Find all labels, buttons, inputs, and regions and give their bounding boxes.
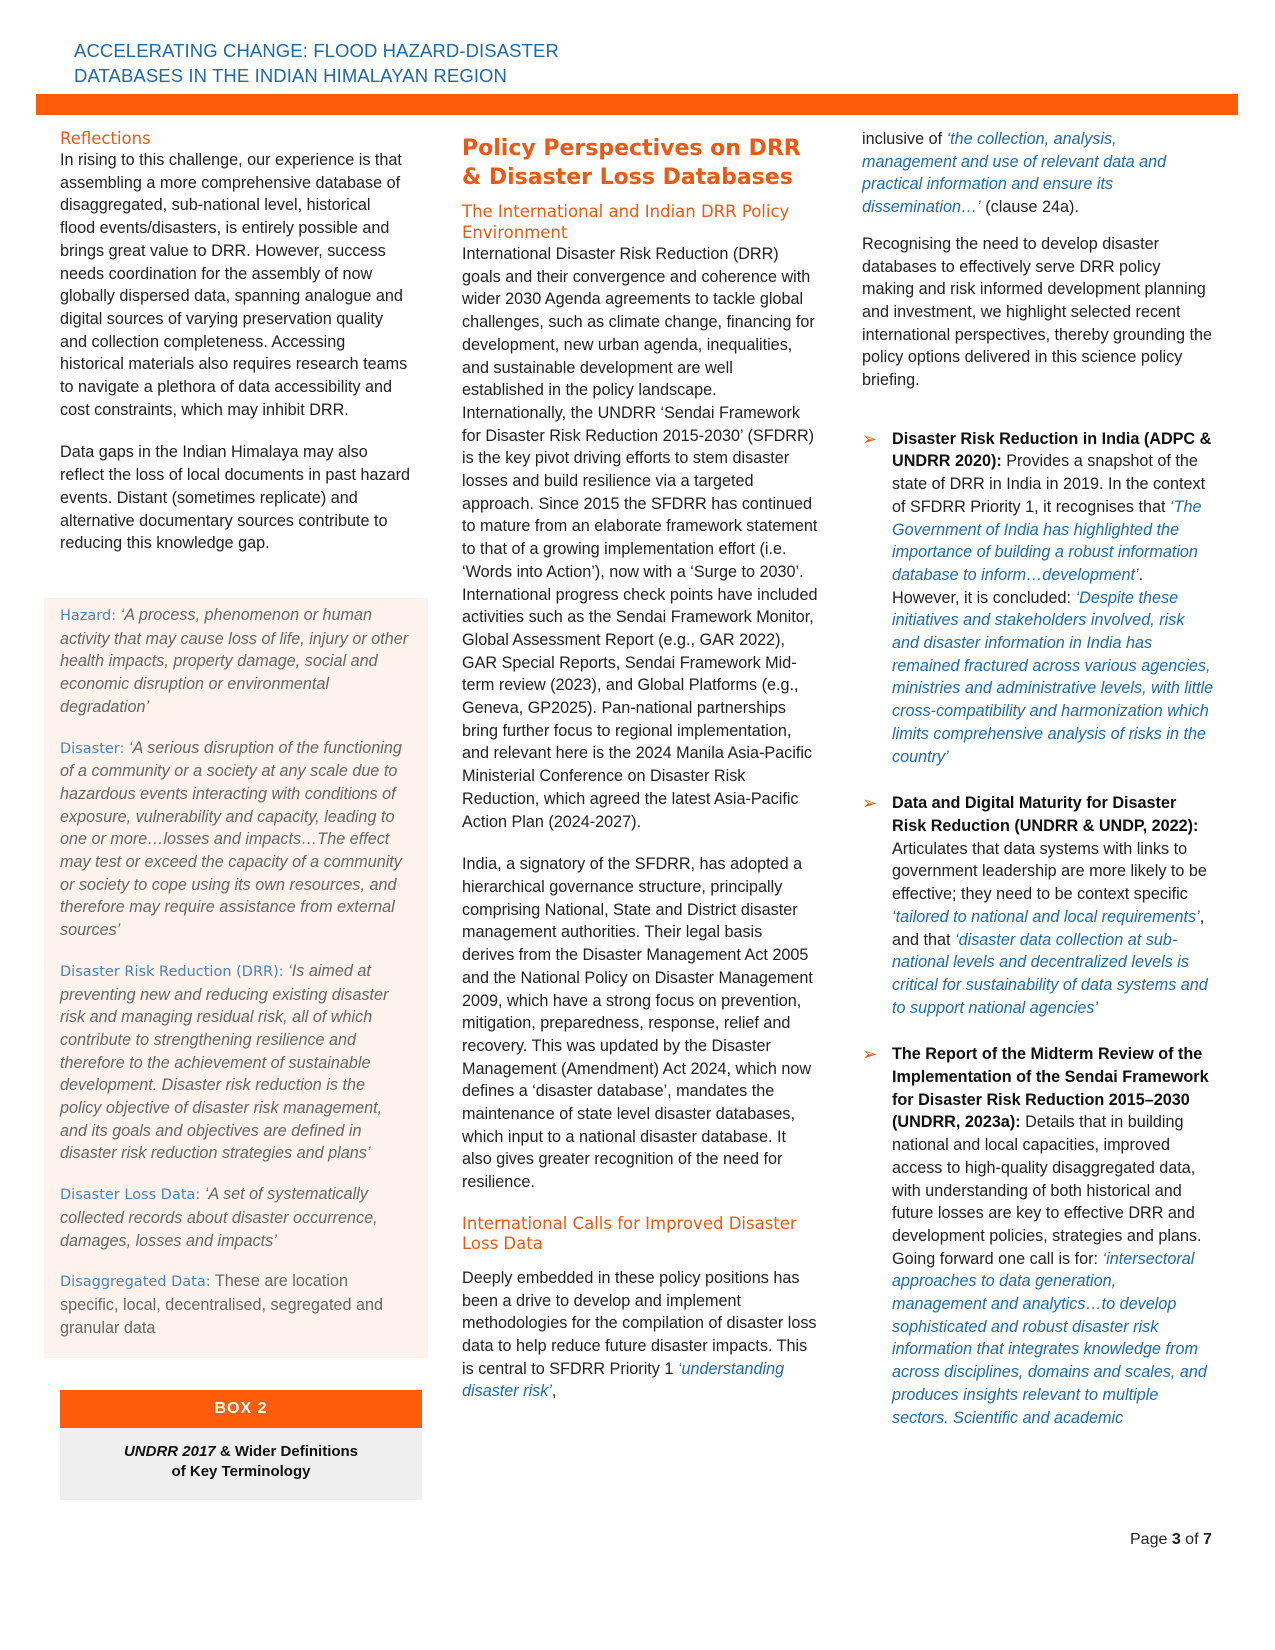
definition-disaggregated-data xyxy=(60,1270,410,1339)
page-number xyxy=(1130,1531,1212,1549)
perspective-bullet-data-maturity xyxy=(862,792,1214,1019)
quote-text: ‘understanding disaster risk’ xyxy=(462,1359,785,1401)
definition-disaster-loss-data xyxy=(60,1183,410,1252)
definition-term: Disaggregated Data: xyxy=(60,1274,211,1291)
definition-term: Disaster Loss Data: xyxy=(60,1187,201,1204)
continued-paragraph xyxy=(862,128,1214,219)
quote-text: ‘Despite these initiatives and stakeholders involved, risk and disaster information in India has remained fractured across various agencies, ministries and administrative levels, with little cross-compatibility and harmonization which limits comprehensive analysis of risks in the country’ xyxy=(892,588,1214,766)
definition-drr xyxy=(60,960,410,1165)
current-page: 3 xyxy=(1171,1531,1181,1548)
bullet-text: Provides a snapshot of the state of DRR in India in 2019. In the context of SFDRR Priority 1, it recognises that xyxy=(892,452,1206,516)
right-column xyxy=(862,128,1214,1453)
quote-text: ‘disaster data collection at sub-national levels and decentralized levels is critical for sustainability of data systems and to support national agencies’ xyxy=(892,930,1208,1017)
paragraph-text: Deeply embedded in these policy positions has been a drive to develop and implement methodologies for the compilation of disaster loss data to help reduce future disaster impacts. This is central to SFDRR Priority 1 xyxy=(462,1268,817,1378)
document-header xyxy=(74,38,874,88)
policy-paragraph-3 xyxy=(462,1267,818,1403)
perspective-bullet-drr-india xyxy=(862,428,1214,769)
paragraph-text: , xyxy=(551,1382,557,1401)
arrow-icon: ➢ xyxy=(862,1044,878,1065)
arrow-icon: ➢ xyxy=(862,793,878,814)
definition-term: Disaster Risk Reduction (DRR): xyxy=(60,963,284,980)
definition-disaster xyxy=(60,737,410,942)
total-pages: 7 xyxy=(1202,1531,1212,1548)
box-label: BOX 2 xyxy=(60,1390,422,1428)
of-label: of xyxy=(1180,1531,1203,1548)
definition-text: These are location specific, local, decentralised, segregated and granular data xyxy=(60,1272,384,1337)
definition-hazard xyxy=(60,604,410,719)
policy-paragraph-1: International Disaster Risk Reduction (DRR) goals and their convergence and coherence with wider 2030 Agenda agreements to tackle global challenges, such as climate change, financing for development, new urban agenda, inequalities, and sustainable development are well established in the policy landscape. Internationally, the UNDRR ‘Sendai Framework for Disaster Risk Reduction 2015-2030’ (SFDRR) is the key pivot driving efforts to stem disaster losses and build resilience via a targeted approach. Since 2015 the SFDRR has continued to mature from an elaborate framework statement to that of a growing implementation effort (i.e. ‘Words into Action’), now with a ‘Surge to 2030’. International progress check points have included activities such as the Sendai Framework Monitor, Global Assessment Report (e.g., GAR 2022), GAR Special Reports, Sendai Framework Mid-term review (2023), and Global Platforms (e.g., Geneva, GP2025). Pan-national partnerships bring further focus to regional implementation, and relevant here is the 2024 Manila Asia-Pacific Ministerial Conference on Disaster Risk Reduction, which agreed the latest Asia-Pacific Action Plan (2024-2027). xyxy=(462,245,818,831)
quote-text: ‘The Government of India has highlighted the importance of building a robust information database to inform…development’ xyxy=(892,497,1202,584)
section-heading: Policy Perspectives on DRR & Disaster Loss Databases xyxy=(462,136,801,190)
bullet-text: Details that in building national and local capacities, improved access to high-quality disaggregated data, with understanding of both historical and future losses are key to effective DRR and development policies, strategies and plans. Going forward one call is for: xyxy=(892,1113,1202,1268)
bullet-text: , and that xyxy=(892,907,1205,949)
bullet-title: Data and Digital Maturity for Disaster Risk Reduction (UNDRR & UNDP, 2022): xyxy=(892,794,1199,835)
bullet-title: The Report of the Midterm Review of the Implementation of the Sendai Framework for Disaster Risk Reduction 2015–2030 (UNDRR, 2023a): xyxy=(892,1045,1209,1132)
box-caption-line-2: of Key Terminology xyxy=(171,1463,311,1480)
header-divider-bar xyxy=(36,94,1238,115)
paragraph-text: inclusive of xyxy=(862,130,947,148)
recognising-paragraph: Recognising the need to develop disaster databases to effectively serve DRR policy making and risk informed development planning and investment, we highlight selected recent international perspectives, thereby grounding the policy options delivered in this science policy briefing. xyxy=(862,234,1213,390)
definition-text: ‘A process, phenomenon or human activity that may cause loss of life, injury or other health impacts, property damage, social and economic disruption or environmental degradation’ xyxy=(60,606,409,716)
page-label: Page xyxy=(1130,1531,1172,1548)
definition-text: ‘Is aimed at preventing new and reducing existing disaster risk and managing residual risk, all of which contribute to strengthening resilience and therefore to the achievement of sustainable development. Disaster risk reduction is the policy objective of disaster risk management, and its goals and objectives are defined in disaster risk reduction strategies and plans’ xyxy=(60,961,389,1163)
subsection-heading-international-calls: International Calls for Improved Disaster Loss Data xyxy=(462,1213,797,1254)
perspective-bullet-midterm-review xyxy=(862,1043,1214,1429)
reflections-heading: Reflections xyxy=(60,129,151,148)
definition-text: ‘A set of systematically collected records about disaster occurrence, damages, losses and impacts’ xyxy=(60,1185,378,1250)
definition-term: Disaster: xyxy=(60,740,125,757)
policy-paragraph-2: India, a signatory of the SFDRR, has adopted a hierarchical governance structure, principally comprising National, State and District disaster management authorities. Their legal basis derives from the Disaster Management Act 2005 and the National Policy on Disaster Management 2009, which have a strong focus on prevention, mitigation, preparedness, response, relief and recovery. This was updated by the Disaster Management (Amendment) Act 2024, which now defines a ‘disaster database’, mandates the maintenance of state level disaster databases, which input to a national disaster database. It also gives greater recognition of the need for resilience. xyxy=(462,855,813,1192)
quote-text: ‘tailored to national and local requirements’ xyxy=(892,907,1200,926)
box-caption xyxy=(60,1428,422,1500)
quote-text: ‘intersectoral approaches to data generation, management and analytics…to develop sophisticated and robust disaster risk information that integrates knowledge from across disciplines, domains and scales, and produces insights relevant to multiple sectors. Scientific and academic xyxy=(892,1249,1207,1427)
box-caption-rest: & Wider Definitions xyxy=(215,1443,359,1460)
box-caption-italic: UNDRR 2017 xyxy=(123,1443,216,1460)
middle-column xyxy=(462,128,818,1403)
paragraph-text: (clause 24a). xyxy=(980,198,1079,217)
definition-term: Hazard: xyxy=(60,608,117,624)
reflections-paragraph-2: Data gaps in the Indian Himalaya may also reflect the loss of local documents in past hazard events. Distant (sometimes replicate) and alternative documentary sources contribute to reducing this knowledge gap. xyxy=(60,443,411,553)
header-title-line-2: DATABASES IN THE INDIAN HIMALAYAN REGION xyxy=(74,65,508,86)
definition-text: ‘A serious disruption of the functioning of a community or a society at any scale due to hazardous events interacting with conditions of exposure, vulnerability and capacity, leading to one or more…losses and impacts…The effect may test or exceed the capacity of a community or society to cope using its own resources, and therefore may require assistance from external sources’ xyxy=(60,738,402,940)
bullet-text: . However, it is concluded: xyxy=(892,565,1144,607)
left-column xyxy=(60,128,410,555)
reflections-paragraph-1: In rising to this challenge, our experience is that assembling a more comprehensive database of disaggregated, sub-national level, historical flood events/disasters, is entirely possible and brings great value to DRR. However, success needs coordination for the assembly of now globally dispersed data, spanning analogue and digital sources of varying preservation quality and collection completeness. Accessing historical materials also requires research teams to navigate a plethora of data accessibility and cost constraints, which may inhibit DRR. xyxy=(60,151,408,419)
header-title-line-1: ACCELERATING CHANGE: FLOOD HAZARD-DISASTER xyxy=(74,40,559,61)
bullet-title: Disaster Risk Reduction in India (ADPC & UNDRR 2020): xyxy=(892,429,1212,471)
quote-text: ‘the collection, analysis, management and use of relevant data and practical information and ensure its dissemination…’ xyxy=(862,130,1167,217)
arrow-icon: ➢ xyxy=(862,428,878,449)
subsection-heading-policy-environment: The International and Indian DRR Policy Environment xyxy=(462,202,790,242)
bullet-text: Articulates that data systems with links to government leadership are more likely to be effective; they need to be context specific xyxy=(892,839,1207,904)
definitions-list xyxy=(60,604,410,1357)
